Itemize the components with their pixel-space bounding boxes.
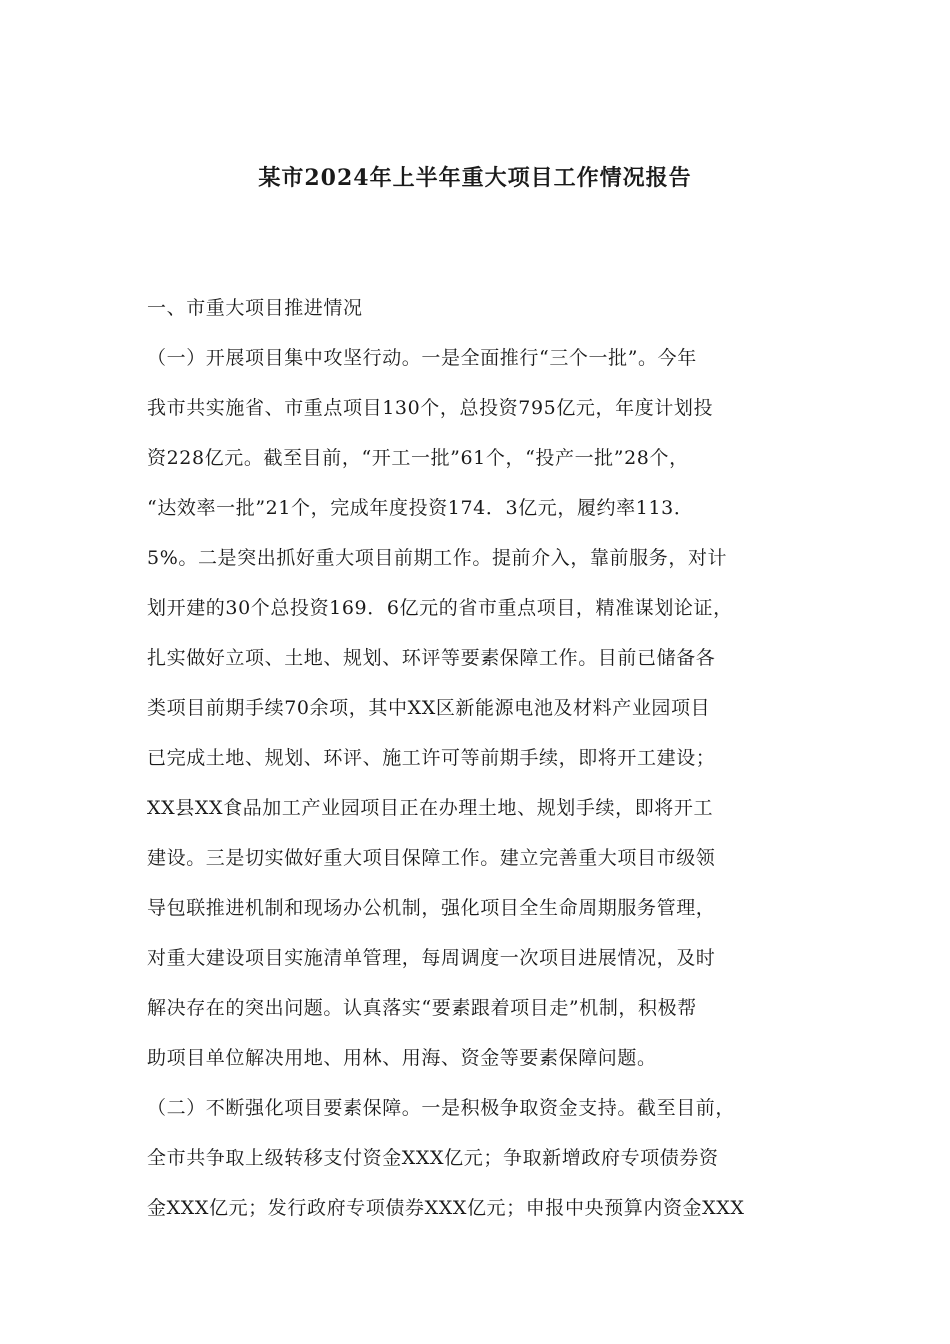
paragraph-line: “达效率一批”21个，完成年度投资174．3亿元，履约率113．: [147, 497, 694, 519]
paragraph-line: 资228亿元。截至目前，“开工一批”61个，“投产一批”28个，: [147, 447, 689, 469]
paragraph-line: 扎实做好立项、土地、规划、环评等要素保障工作。目前已储备各: [147, 647, 716, 669]
document-body: [147, 283, 827, 1233]
paragraph-line: 全市共争取上级转移支付资金XXX亿元；争取新增政府专项债券资: [147, 1147, 719, 1169]
paragraph-line: 已完成土地、规划、环评、施工许可等前期手续，即将开工建设；: [147, 747, 716, 769]
paragraph-line: 我市共实施省、市重点项目130个，总投资795亿元，年度计划投: [147, 397, 714, 419]
paragraph-line: 金XXX亿元；发行政府专项债券XXX亿元；申报中央预算内资金XXX: [147, 1197, 745, 1219]
paragraph-line: XX县XX食品加工产业园项目正在办理土地、规划手续，即将开工: [147, 797, 714, 819]
paragraph-line: 划开建的30个总投资169．6亿元的省市重点项目，精准谋划论证，: [147, 597, 733, 619]
section-heading: 一、市重大项目推进情况: [147, 297, 363, 319]
paragraph-line: 助项目单位解决用地、用林、用海、资金等要素保障问题。: [147, 1047, 657, 1069]
paragraph-line: 解决存在的突出问题。认真落实“要素跟着项目走”机制，积极帮: [147, 997, 697, 1019]
paragraph-line: 类项目前期手续70余项，其中XX区新能源电池及材料产业园项目: [147, 697, 711, 719]
paragraph-line: 5%。二是突出抓好重大项目前期工作。提前介入，靠前服务，对计: [147, 547, 728, 569]
paragraph-line: （一）开展项目集中攻坚行动。一是全面推行“三个一批”。今年: [147, 347, 697, 369]
paragraph-line: 导包联推进机制和现场办公机制，强化项目全生命周期服务管理，: [147, 897, 716, 919]
document-title: 某市2024年上半年重大项目工作情况报告: [258, 165, 692, 191]
paragraph-line: 对重大建设项目实施清单管理，每周调度一次项目进展情况，及时: [147, 947, 716, 969]
paragraph-line: （二）不断强化项目要素保障。一是积极争取资金支持。截至目前，: [147, 1097, 736, 1119]
paragraph-line: 建设。三是切实做好重大项目保障工作。建立完善重大项目市级领: [147, 847, 716, 869]
